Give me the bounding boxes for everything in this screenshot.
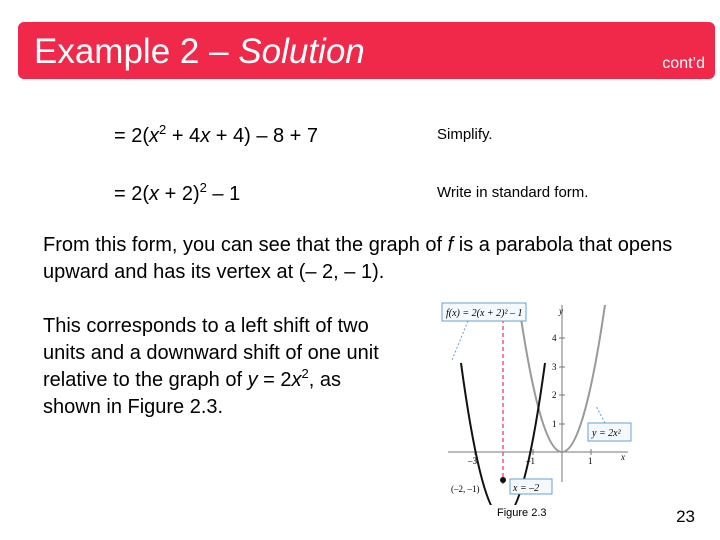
parabola-graph bbox=[418, 290, 633, 505]
step-note-2: Write in standard form. bbox=[437, 184, 589, 201]
y-tick-4: 4 bbox=[552, 333, 557, 343]
y-tick-1: 1 bbox=[552, 419, 557, 429]
title-bar bbox=[18, 22, 715, 79]
x-tick-minus-1: –1 bbox=[526, 456, 535, 466]
y-tick-3: 3 bbox=[552, 362, 557, 372]
equation-step-1: = $2(x^2 + 4x + 4) - 8 + 7$ bbox=[114, 122, 319, 147]
y-axis-label: y bbox=[559, 306, 563, 316]
page-number: 23 bbox=[676, 507, 695, 526]
slide-title: Example 2 – Solution bbox=[34, 32, 365, 71]
y-label: y = 2x² bbox=[592, 428, 621, 439]
x-tick-minus-3: –3 bbox=[468, 456, 477, 466]
f-label: f(x) = 2(x + 2)² – 1 bbox=[446, 308, 523, 319]
step-note-1: Simplify. bbox=[437, 126, 493, 143]
x-axis-label: x bbox=[621, 452, 625, 462]
equation-step-2: = $2(x + 2)^2 - 1$ bbox=[114, 180, 241, 205]
continued-label: cont’d bbox=[662, 55, 705, 72]
x-tick-1: 1 bbox=[588, 456, 593, 466]
y-tick-2: 2 bbox=[552, 390, 557, 400]
figure-caption: Figure 2.3 bbox=[497, 507, 547, 519]
explanation-paragraph: From this form, you can see that the graph of f is a parabola that opens upward and has its vertex at (– 2, – 1). bbox=[43, 234, 673, 283]
vertex-label: (–2, –1) bbox=[451, 484, 480, 494]
axis-x-label: x = –2 bbox=[513, 483, 540, 494]
vertex-point bbox=[500, 477, 506, 483]
shift-paragraph: This corresponds to a left shift of two units and a downward shift of one unit relative to the graph of $y = 2x^2$, as shown in Figure 2.3. bbox=[43, 315, 379, 418]
